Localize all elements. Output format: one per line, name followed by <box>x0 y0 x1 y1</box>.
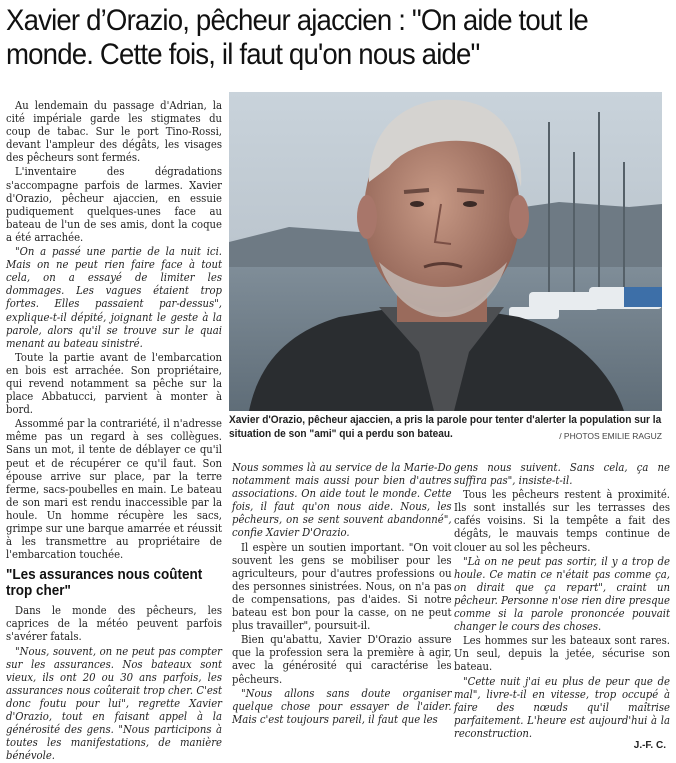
headline: Xavier d’Orazio, pêcheur ajaccien : "On aide tout le monde. Cette fois, il faut qu'on nous aide" <box>6 4 588 71</box>
paragraph: Nous sommes là au service de la Marie-Do notamment mais aussi pour bien d'autres associations. On aide tout le monde. Cette fois, il faut qu'on nous aide. Nous, les pêcheurs, on se sent souvent abandonné", confie Xavier D'Orazio. <box>232 461 452 540</box>
paragraph: Dans le monde des pêcheurs, les caprices de la météo peuvent parfois s'avérer fatals. <box>6 604 222 644</box>
paragraph: "Cette nuit j'ai eu plus de peur que de mal", livre-t-il en vitesse, trop occupé à faire des nœuds qu'il maîtrise parfaitement. L'heure est aujourd'hui à la reconstruction. <box>454 674 670 740</box>
paragraph: Tous les pêcheurs restent à proximité. Ils sont installés sur les terrasses des cafés voisins. Si la tempête a fait des dégâts, le mauvais temps continue de clouer au sol les pêcheurs. <box>454 488 670 554</box>
article-column-2 <box>232 461 452 727</box>
paragraph: L'inventaire des dégradations s'accompagne parfois de larmes. Xavier d'Orazio, pêcheur ajaccien, en essuie pudiquement quelques-unes face au bateau de l'un de ses amis, dont la coque a été arrachée. <box>6 165 222 244</box>
paragraph: gens nous suivent. Sans cela, ça ne suffira pas", insiste-t-il. <box>454 461 670 488</box>
subheading: "Les assurances nous coûtent trop cher" <box>6 566 203 600</box>
article-column-3 <box>454 461 670 741</box>
paragraph: Bien qu'abattu, Xavier D'Orazio assure que la profession sera la première à agir, avec la générosité qui caractérise les pêcheurs. <box>232 633 452 686</box>
article-column-1 <box>6 99 222 763</box>
photo-fisherman <box>229 92 662 411</box>
paragraph: "Nous allons sans doute organiser quelque chose pour essayer de l'aider. Mais c'est toujours pareil, il faut que les <box>232 686 452 726</box>
photo-caption: Xavier d'Orazio, pêcheur ajaccien, a pris la parole pour tenter d'alerter la population sur la situation de son "ami" qui a perdu son bateau. <box>229 414 662 440</box>
paragraph: Au lendemain du passage d'Adrian, la cité impériale garde les stigmates du coup de tabac. Sur le port Tino-Rossi, devant l'ampleur des dégâts, les visages des pêcheurs sont fermés. <box>6 99 222 165</box>
col1-paragraphs <box>6 99 222 561</box>
paragraph: Assommé par la contrariété, il n'adresse même pas un regard à ses collègues. Sans un mot, il tente de déblayer ce qu'il peut et de récupérer ce qu'il faut. Son épouse arrive sur place, par la terre ferme, sacs-poubelles en main. Le bateau de son mari est rendu inaccessible par la houle. Un homme récupère les sacs, grimpe sur une barque amarrée et réussit à les transmettre au propriétaire de l'embarcation touchée. <box>6 417 222 562</box>
col1b-paragraphs <box>6 604 222 762</box>
paragraph: Il espère un soutien important. "On voit souvent les gens se mobiliser pour les agriculteurs, pour d'autres professions ou des personnes sinistrées. Nous, on n'a pas de compensations, pas d'aides. Si notre bateau est bon pour la casse, on ne peut plus travailler", poursuit-il. <box>232 540 452 633</box>
author-signature: J.-F. C. <box>633 740 666 751</box>
paragraph: "Là on ne peut pas sortir, il y a trop de houle. Ce matin ce n'était pas comme ça, on dirait que ça repart", craint un pêcheur. Personne n'ose rien dire presque comme si la parole prononcée pouvait changer le cours des choses. <box>454 554 670 634</box>
portrait-photo <box>229 92 662 411</box>
col2-paragraphs <box>232 461 452 726</box>
col3-paragraphs <box>454 461 670 740</box>
paragraph: Les hommes sur les bateaux sont rares. Un seul, depuis la jetée, sécurise son bateau. <box>454 634 670 674</box>
paragraph: "Nous, souvent, on ne peut pas compter sur les assurances. Nos bateaux sont vieux, ils ont 20 ou 30 ans parfois, les assurances nous coûterait trop cher. C'est donc foutu pour lui", regrette Xavier d'Orazio, tout en faisant appel à la générosité des gens. "Nous participons à toutes les manifestations, de manière bénévole. <box>6 644 222 763</box>
photo-credit: / PHOTOS EMILIE RAGUZ <box>559 431 662 441</box>
paragraph: "On a passé une partie de la nuit ici. Mais on ne peut rien faire face à tout cela, on a essayé de limiter les dommages. Les vagues étaient trop fortes. Elles passaient par-dessus", explique-t-il dépité, joignant le geste à la parole, alors qu'il se trouve sur le quai menant au bateau sinistré. <box>6 245 222 350</box>
paragraph: Toute la partie avant de l'embarcation en bois est arrachée. Son propriétaire, qui revend notamment sa pêche sur la place Abbatucci, parvient à monter à bord. <box>6 350 222 417</box>
